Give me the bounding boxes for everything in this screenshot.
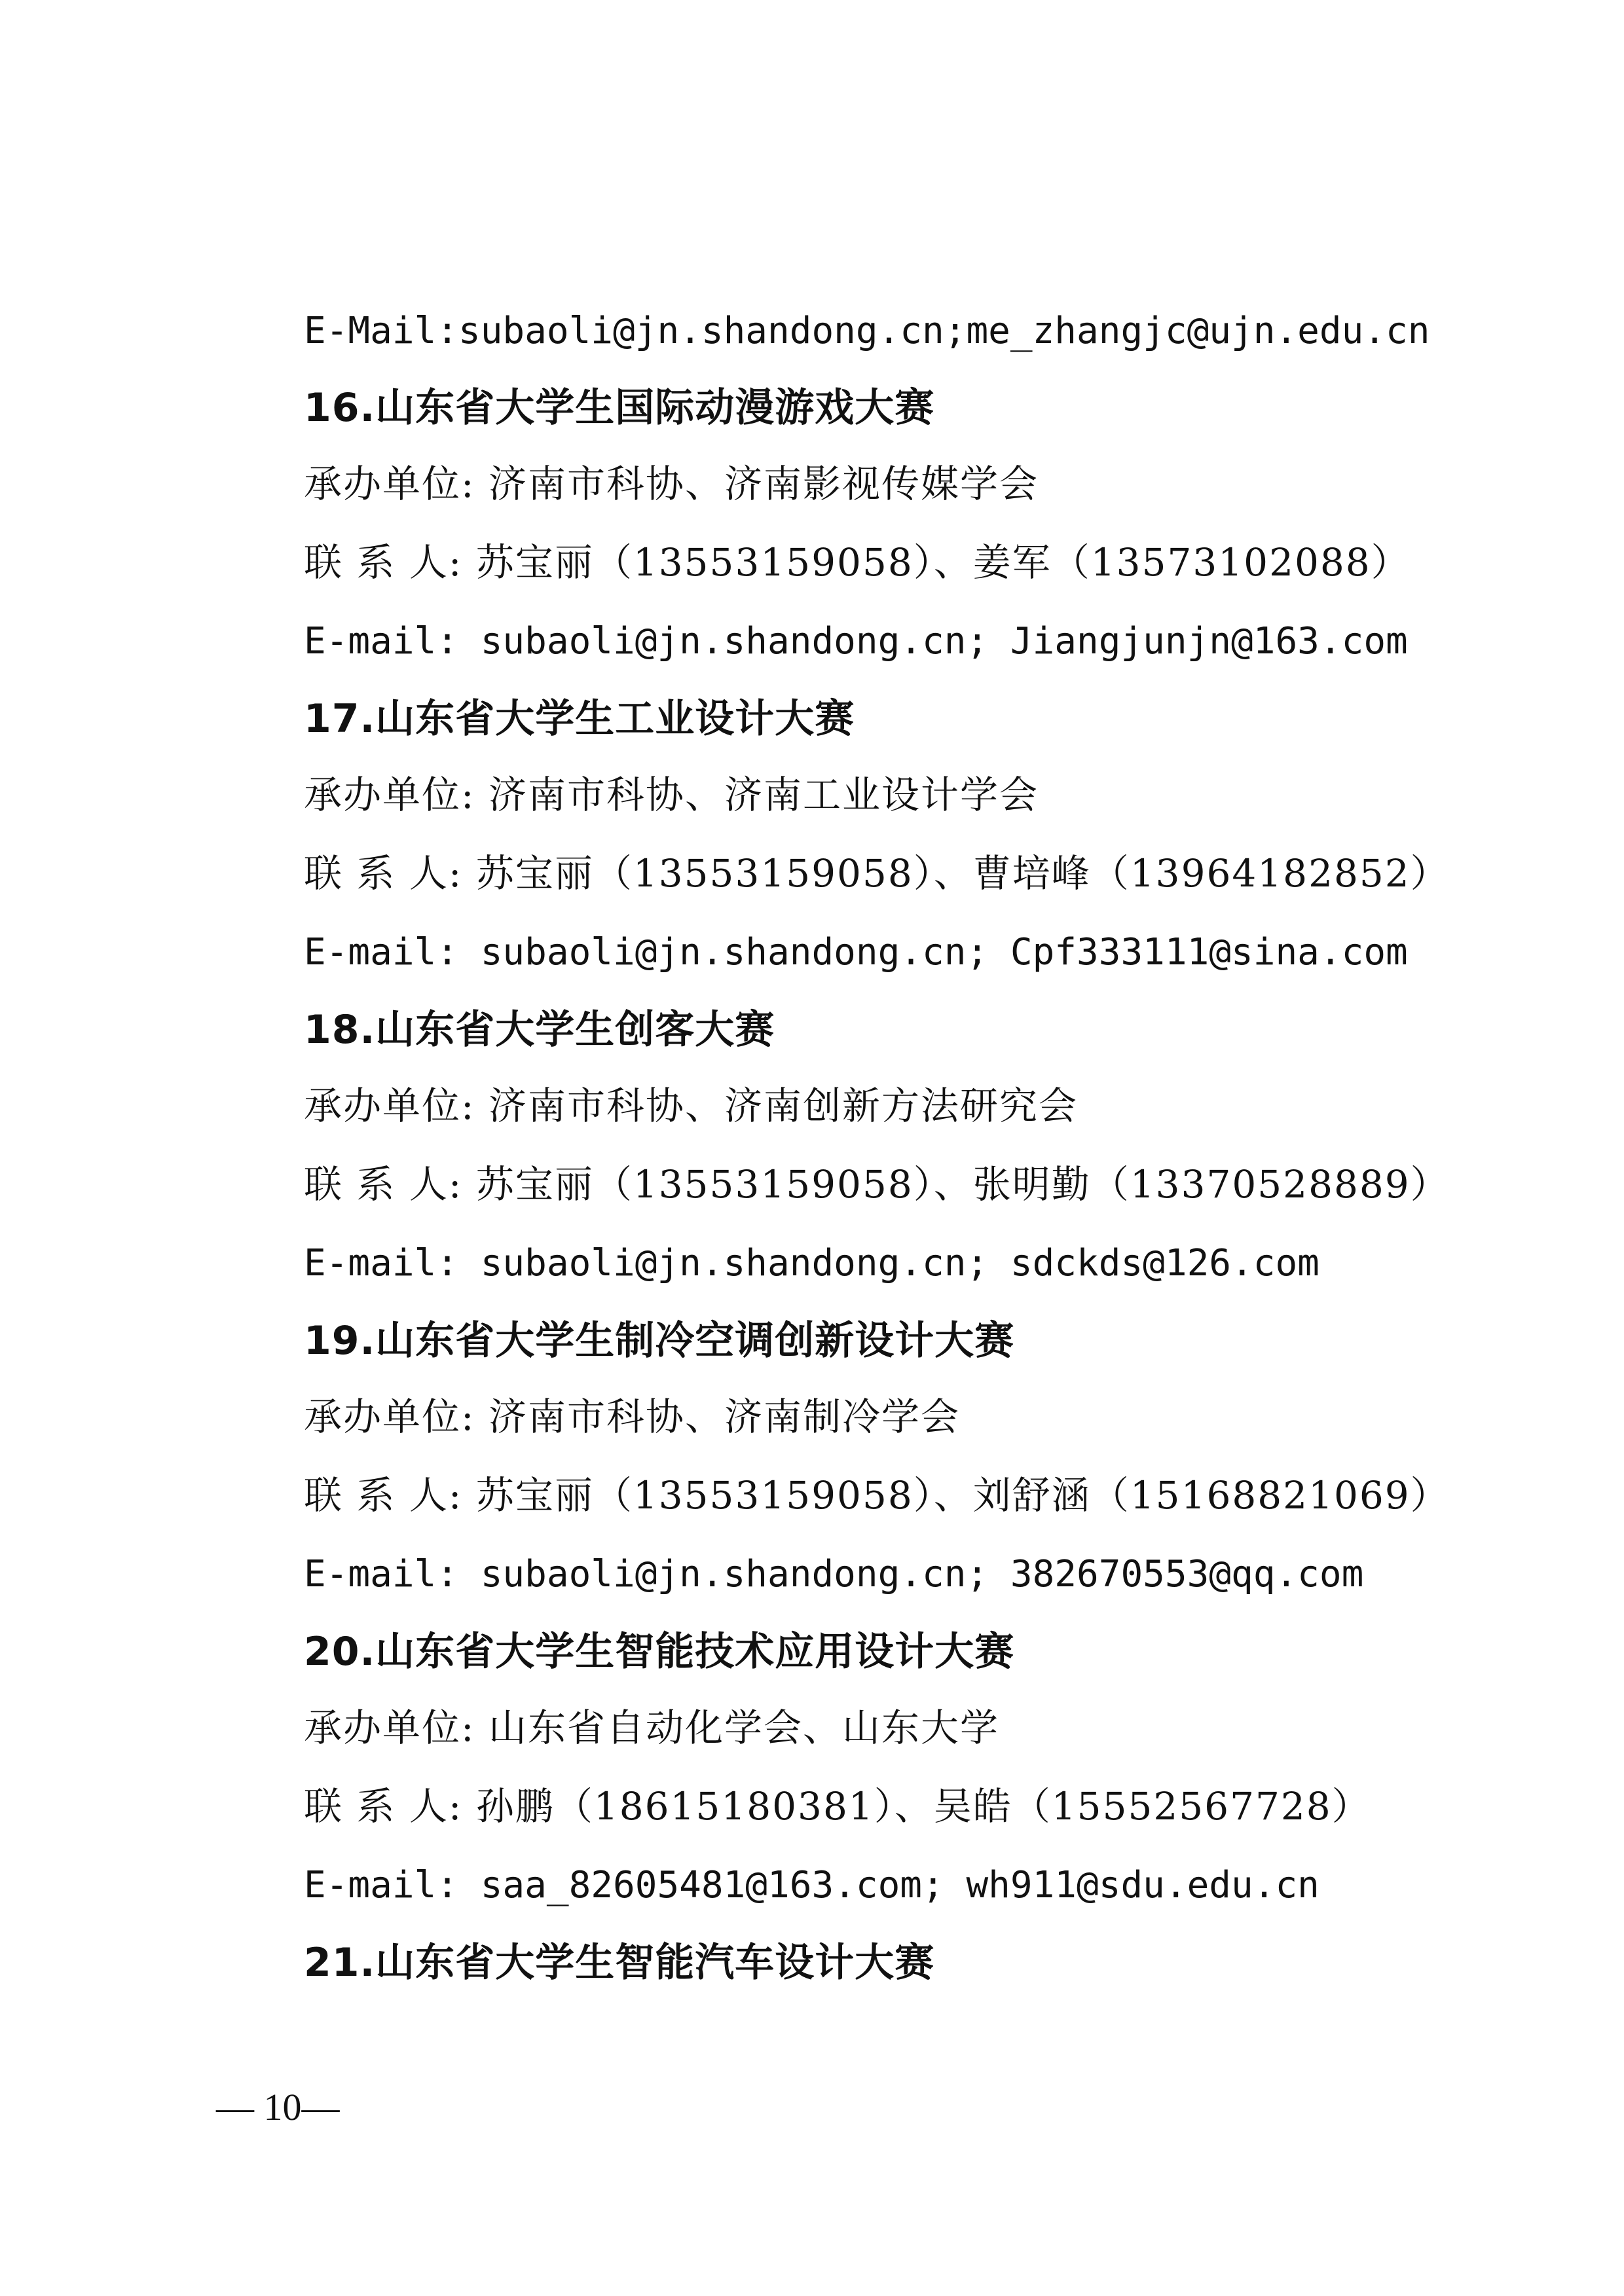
- email-line: E-mail: subaoli@jn.shandong.cn; Jiangjunjn@163.com: [304, 620, 1408, 663]
- section-heading: 17.山东省大学生工业设计大赛: [304, 696, 855, 742]
- organizer-line: 承办单位: 济南市科协、济南创新方法研究会: [304, 1084, 1078, 1128]
- section-heading: 20.山东省大学生智能技术应用设计大赛: [304, 1629, 1015, 1675]
- email-line: E-mail: saa_82605481@163.com; wh911@sdu.edu.cn: [304, 1864, 1320, 1906]
- organizer-line: 承办单位: 济南市科协、济南工业设计学会: [304, 773, 1039, 817]
- contact-line: 联 系 人: 苏宝丽（13553159058）、曹培峰（13964182852）: [304, 851, 1450, 896]
- section-heading: 16.山东省大学生国际动漫游戏大赛: [304, 385, 935, 431]
- email-line: E-Mail:subaoli@jn.shandong.cn;me_zhangjc@ujn.edu.cn: [304, 310, 1430, 352]
- contact-line: 联 系 人: 苏宝丽（13553159058）、张明勤（13370528889）: [304, 1162, 1450, 1207]
- email-line: E-mail: subaoli@jn.shandong.cn; sdckds@126.com: [304, 1242, 1320, 1285]
- page-number: — 10—: [216, 2086, 340, 2128]
- organizer-line: 承办单位: 济南市科协、济南影视传媒学会: [304, 462, 1039, 506]
- section-heading: 19.山东省大学生制冷空调创新设计大赛: [304, 1318, 1015, 1364]
- section-heading: 18.山东省大学生创客大赛: [304, 1007, 775, 1053]
- email-line: E-mail: subaoli@jn.shandong.cn; Cpf333111@sina.com: [304, 931, 1408, 974]
- organizer-line: 承办单位: 山东省自动化学会、山东大学: [304, 1705, 999, 1750]
- contact-line: 联 系 人: 孙鹏（18615180381）、吴皓（15552567728）: [304, 1784, 1371, 1829]
- organizer-line: 承办单位: 济南市科协、济南制冷学会: [304, 1394, 960, 1439]
- email-line: E-mail: subaoli@jn.shandong.cn; 382670553@qq.com: [304, 1553, 1364, 1595]
- contact-line: 联 系 人: 苏宝丽（13553159058）、刘舒涵（15168821069）: [304, 1473, 1450, 1518]
- section-heading: 21.山东省大学生智能汽车设计大赛: [304, 1940, 935, 1986]
- contact-line: 联 系 人: 苏宝丽（13553159058）、姜军（13573102088）: [304, 540, 1411, 585]
